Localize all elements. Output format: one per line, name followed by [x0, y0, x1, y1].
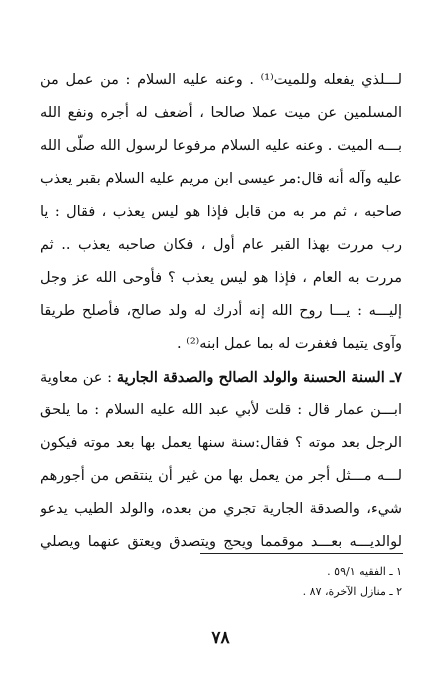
text-line: ابـــن عمار قال : قلت لأبي عبد الله عليه السلام : ما يلحق [40, 402, 402, 418]
main-text [40, 64, 402, 559]
footnotes [40, 562, 402, 602]
text-line: بـــه الميت . وعنه عليه السلام مرفوعا لرسول الله صلّى الله [40, 138, 402, 154]
page-number: ٧٨ [211, 628, 230, 648]
text-line: وآوى يتيما فغفرت له بما عمل ابنه⁽²⁾ . [177, 336, 402, 352]
text-line: صاحبه ، ثم مر به من قابل فإذا هو ليس يعذب ، فقال : يا [40, 204, 402, 220]
text-line: الرجل بعد موته ؟ فقال:سنة سنها يعمل بها بعد موته فيكون [40, 435, 402, 451]
text-line: إليـــه : يـــا روح الله إنه أدرك له ولد صالح، فأصلح طريقا [40, 303, 402, 319]
text-line: لـــه مـــثل أجر من يعمل بها من غير أن ينتقص من أجورهم [40, 468, 402, 484]
text-line: مررت به العام ، فإذا هو ليس يعذب ؟ فأوحى الله عز وجل [40, 270, 402, 286]
text-line: لوالديـــه بعـــد موقمما ويحج ويتصدق ويعتق عنهما ويصلي [40, 534, 402, 550]
text-line: المسلمين عن ميت عملا صالحا ، أضعف له أجره ونفع الله [40, 105, 402, 121]
section-heading-rest: : عن معاوية [40, 370, 117, 386]
section-heading-title: ٧ـ السنة الحسنة والولد الصالح والصدقة الجارية [116, 369, 402, 386]
text-line: رب مررت بهذا القبر عام أول ، فكان صاحبه يعذب .. ثم [40, 237, 402, 253]
text-line: شيء، والصدقة الجارية تجري من بعده، والولد الطيب يدعو [40, 501, 402, 517]
text-line: عليه وآله أنه قال:مر عيسى ابن مريم عليه السلام بقبر يعذب [40, 171, 402, 187]
footnote-divider [200, 553, 403, 554]
section-heading [40, 361, 402, 394]
text-line: لـــلذي يفعله وللميت⁽¹⁾ . وعنه عليه السلام : من عمل من [40, 72, 402, 88]
footnote: ١ ـ الفقيه ٥٩/١ . [327, 565, 402, 578]
footnote: ٢ ـ منازل الآخرة، ٨٧ . [302, 585, 402, 598]
